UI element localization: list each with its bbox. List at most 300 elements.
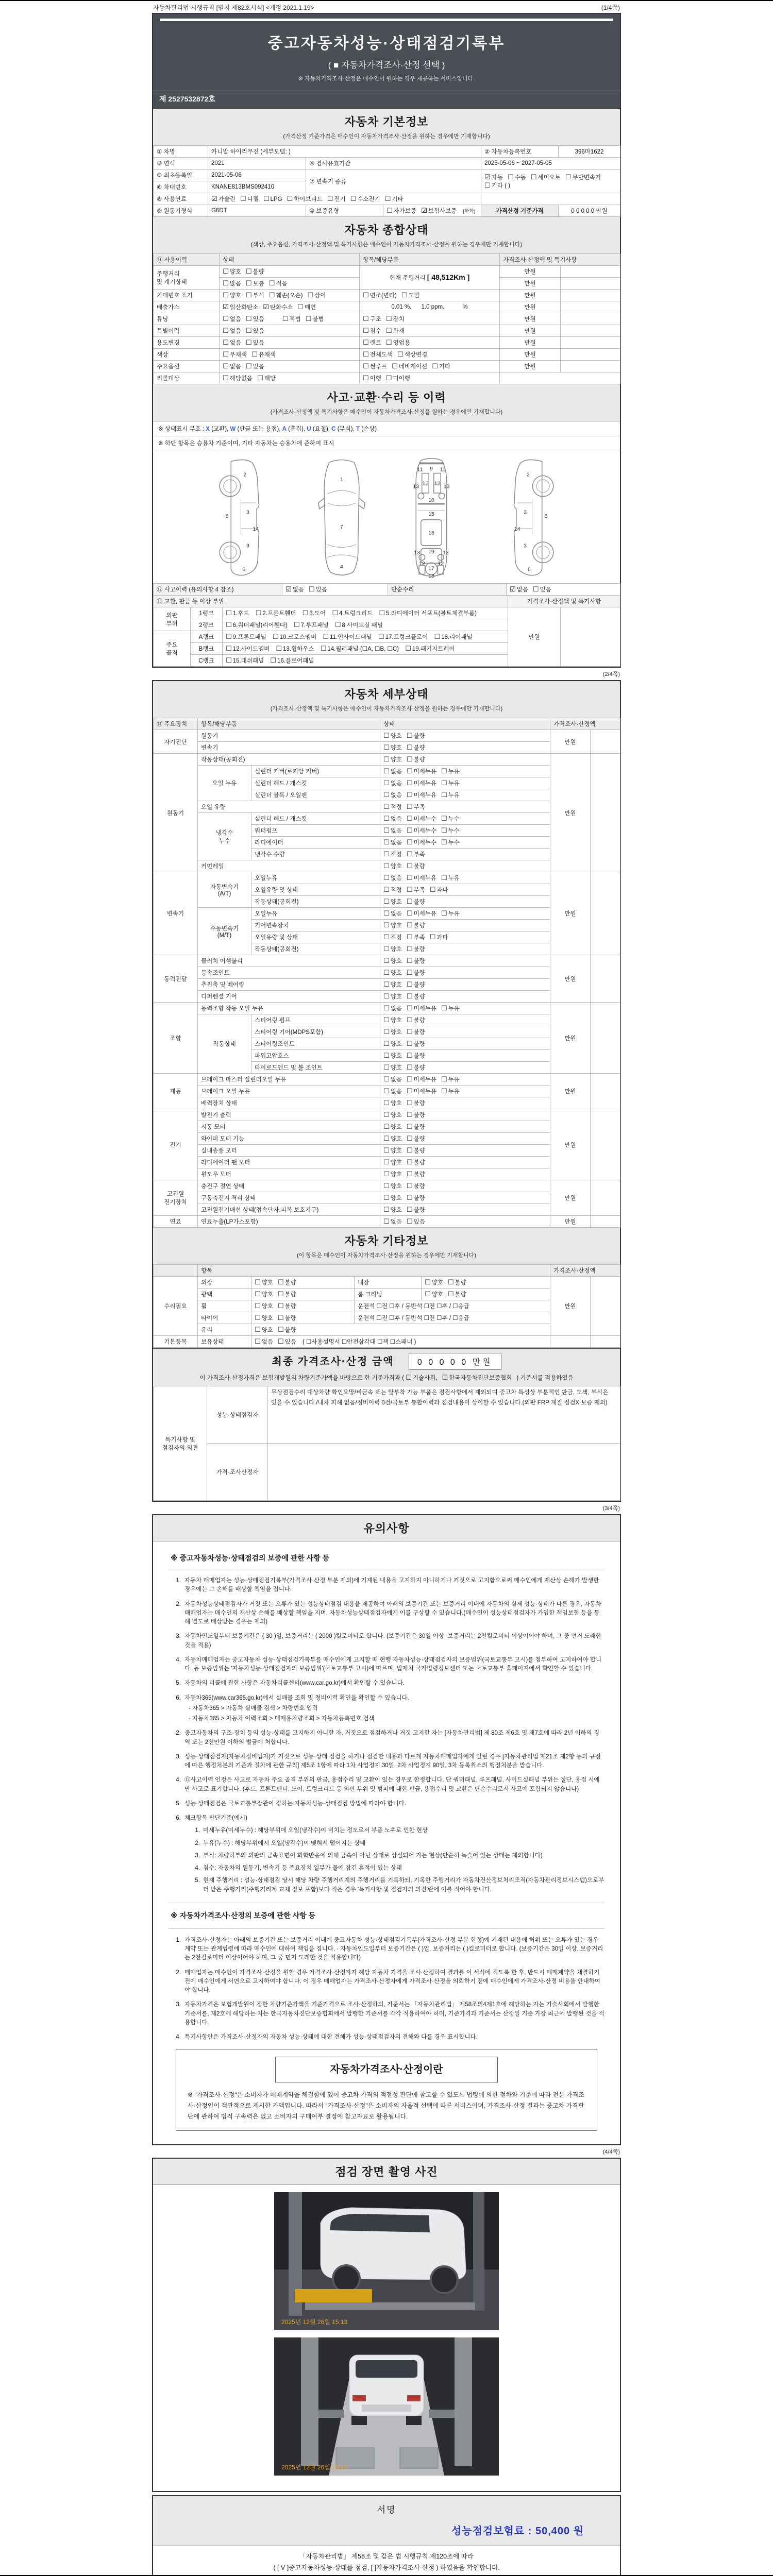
checkbox-option[interactable]: ☐ 불량 — [277, 1278, 296, 1286]
checkbox-option[interactable]: ☐ 해당없음 — [223, 374, 253, 382]
checkbox-icon[interactable]: ☐ — [383, 1052, 390, 1059]
checkbox-option[interactable]: ☐ 있음 — [245, 338, 264, 346]
checkbox-icon[interactable]: ☐ — [245, 338, 252, 346]
checkbox-option[interactable]: ☐ 양호 — [425, 1278, 443, 1286]
checkbox-icon[interactable]: ☐ — [223, 279, 229, 287]
checkbox-option[interactable]: ☐ 누유 — [441, 874, 460, 882]
checkbox-icon[interactable]: ☐ — [406, 803, 413, 810]
checkbox-icon[interactable]: ☐ — [405, 645, 411, 652]
checkbox-icon[interactable]: ☐ — [406, 992, 413, 1000]
checkbox-icon[interactable]: ☐ — [383, 1170, 390, 1178]
checkbox-option[interactable]: ☐ 적법 — [282, 315, 301, 323]
checkbox-option[interactable]: ☐ 없음 — [255, 1337, 273, 1345]
checkbox-option[interactable]: ☐ 미세누수 — [406, 826, 436, 834]
checkbox-icon[interactable]: ☐ — [308, 585, 315, 593]
checkbox-icon[interactable]: ☐ — [441, 1087, 447, 1095]
checkbox-icon[interactable]: ☐ — [327, 195, 333, 202]
checkbox-option[interactable]: ☐ 적정 — [383, 886, 402, 893]
checkbox-icon[interactable]: ☐ — [383, 732, 390, 739]
checkbox-option[interactable]: ☐ 불량 — [406, 945, 425, 953]
checkbox-icon[interactable]: ☐ — [263, 195, 270, 202]
checkbox-option[interactable]: ☐ 미세누수 — [406, 815, 436, 822]
checkbox-option[interactable]: ☐ 미세누유 — [406, 909, 436, 917]
checkbox-option[interactable]: ☐ 없음 — [383, 1087, 402, 1095]
checkbox-icon[interactable]: ☐ — [363, 338, 369, 346]
checkbox-option[interactable]: ☐ 12.사이드멤버 — [226, 645, 270, 652]
checkbox-option[interactable]: ☐ 없음 — [223, 338, 241, 346]
checkbox-option[interactable]: ☐ 전기 — [327, 195, 346, 202]
checkbox-icon[interactable]: ☐ — [245, 279, 252, 287]
checkbox-icon[interactable]: ☐ — [268, 291, 275, 299]
checkbox-option[interactable]: ☐ 불량 — [277, 1314, 296, 1321]
checkbox-option[interactable]: ☐ 기술사회, — [406, 1374, 438, 1381]
checkbox-option[interactable]: ☐ 3.도어 — [302, 609, 326, 617]
checkbox-option[interactable]: ☐ 양호 — [383, 957, 402, 964]
checkbox-icon[interactable]: ☐ — [332, 609, 338, 617]
checkbox-icon[interactable]: ☐ — [441, 826, 447, 834]
checkbox-option[interactable]: ☐ 장치 — [385, 315, 405, 323]
checkbox-option[interactable]: ☐ 1.후드 — [226, 609, 249, 617]
checkbox-option[interactable]: ☐ 양호 — [383, 862, 402, 870]
checkbox-icon[interactable]: ☐ — [383, 980, 390, 988]
checkbox-icon[interactable]: ☐ — [226, 621, 232, 629]
checkbox-icon[interactable]: ☐ — [270, 656, 276, 664]
checkbox-icon[interactable]: ☐ — [406, 1158, 413, 1166]
checkbox-option[interactable]: ☐ 양호 — [383, 1028, 402, 1036]
checkbox-icon[interactable]: ☐ — [282, 315, 289, 323]
checkbox-icon[interactable]: ☐ — [255, 1278, 261, 1286]
checkbox-icon[interactable]: ☐ — [383, 957, 390, 964]
checkbox-icon[interactable]: ☐ — [441, 779, 447, 787]
checkbox-option[interactable]: ☐ 9.프론트패널 — [226, 633, 266, 640]
checkbox-option[interactable]: ☐ 양호 — [383, 755, 402, 763]
checkbox-option[interactable]: ☐ 불량 — [406, 921, 425, 929]
checkbox-option[interactable]: ☐ 양호 — [255, 1326, 273, 1333]
checkbox-icon[interactable]: ☐ — [406, 1182, 413, 1190]
checkbox-option[interactable]: ☐ 많음 — [223, 279, 241, 287]
checkbox-option[interactable]: ☐ 5.라디에이터 서포트(볼트체결부품) — [379, 609, 477, 617]
checkbox-option[interactable]: ☐ 보통 — [245, 279, 264, 287]
checkbox-option[interactable]: ☐ 전체도색 — [363, 350, 393, 358]
checkbox-option[interactable]: ☐ 훼손(오손) — [268, 291, 303, 299]
checkbox-icon[interactable]: ☐ — [323, 633, 329, 640]
checkbox-icon[interactable]: ☐ — [406, 1170, 413, 1178]
checkbox-option[interactable]: ☐ 양호 — [383, 945, 402, 953]
checkbox-option[interactable]: ☐ 없음 — [223, 315, 241, 323]
checkbox-option[interactable]: ☐ 불량 — [245, 267, 264, 275]
checkbox-option[interactable]: ☐ 양호 — [383, 1134, 402, 1142]
checkbox-icon[interactable]: ☐ — [223, 362, 229, 370]
checkbox-icon[interactable]: ☐ — [406, 909, 413, 917]
checkbox-option[interactable]: ☐ 불량 — [406, 1134, 425, 1142]
checkbox-option[interactable]: ☐ 양호 — [223, 291, 241, 299]
checkbox-icon[interactable]: ☐ — [401, 291, 408, 299]
checkbox-option[interactable]: ☐ 양호 — [383, 1194, 402, 1201]
checkbox-icon[interactable]: ☐ — [406, 874, 413, 882]
checkbox-option[interactable]: ☐ 색상변경 — [397, 350, 428, 358]
checkbox-option[interactable]: ☐ 미세누유 — [406, 779, 436, 787]
checkbox-option[interactable]: ☐ 과다 — [429, 886, 448, 893]
checkbox-icon[interactable]: ☐ — [385, 338, 392, 346]
checkbox-option[interactable]: ☐ 불량 — [277, 1302, 296, 1310]
checkbox-icon[interactable]: ☐ — [363, 362, 369, 370]
checkbox-option[interactable]: ☐ 썬루프 — [363, 362, 387, 370]
checkbox-icon[interactable]: ☐ — [406, 732, 413, 739]
checkbox-icon[interactable]: ☐ — [406, 897, 413, 905]
checkbox-icon[interactable]: ☐ — [268, 279, 275, 287]
checkbox-option[interactable]: ☐ 불량 — [277, 1326, 296, 1333]
checkbox-icon[interactable]: ☐ — [255, 1290, 261, 1298]
checkbox-option[interactable]: ☐ 있음 — [245, 362, 264, 370]
checkbox-icon[interactable]: ☐ — [277, 1337, 284, 1345]
checkbox-icon[interactable]: ☐ — [277, 1290, 284, 1298]
checkbox-icon[interactable]: ☐ — [406, 767, 413, 775]
checkbox-icon[interactable]: ☐ — [406, 850, 413, 858]
checkbox-option[interactable]: ☐ 14.필러패널 (☐A, ☐B, ☐C) — [320, 645, 399, 652]
checkbox-option[interactable]: ☐ 양호 — [255, 1314, 273, 1321]
checkbox-icon[interactable]: ☑ — [211, 195, 217, 202]
checkbox-icon[interactable]: ☐ — [406, 815, 413, 822]
checkbox-icon[interactable]: ☐ — [532, 585, 539, 593]
checkbox-option[interactable]: ☐ 양호 — [383, 980, 402, 988]
checkbox-icon[interactable]: ☐ — [363, 291, 369, 299]
checkbox-option[interactable]: ☐ 13.휠하우스 — [276, 645, 314, 652]
checkbox-icon[interactable]: ☐ — [223, 350, 229, 358]
checkbox-option[interactable]: ☐ 양호 — [255, 1290, 273, 1298]
checkbox-option[interactable]: ☐ 불량 — [406, 1052, 425, 1059]
checkbox-icon[interactable]: ☐ — [406, 779, 413, 787]
checkbox-icon[interactable]: ☐ — [383, 838, 390, 846]
checkbox-option[interactable]: ☐ 없음 — [383, 838, 402, 846]
checkbox-icon[interactable]: ☑ — [510, 585, 516, 593]
checkbox-option[interactable]: ☐ 16.플로어패널 — [270, 656, 314, 664]
checkbox-icon[interactable]: ☐ — [255, 1326, 261, 1333]
checkbox-icon[interactable]: ☐ — [406, 945, 413, 953]
checkbox-icon[interactable]: ☐ — [383, 1111, 390, 1118]
checkbox-icon[interactable]: ☐ — [383, 767, 390, 775]
checkbox-option[interactable]: ☐ 4.트렁크리드 — [332, 609, 373, 617]
checkbox-option[interactable]: ☐ 부족 — [406, 850, 425, 858]
checkbox-icon[interactable]: ☐ — [223, 338, 229, 346]
checkbox-icon[interactable]: ☐ — [223, 327, 229, 334]
checkbox-option[interactable]: ☐ 불량 — [406, 743, 425, 751]
checkbox-icon[interactable]: ☐ — [391, 362, 398, 370]
checkbox-option[interactable]: ☐ 불량 — [406, 980, 425, 988]
checkbox-option[interactable]: ☐ 양호 — [383, 1099, 402, 1107]
checkbox-icon[interactable]: ☐ — [441, 874, 447, 882]
checkbox-option[interactable]: ☐ 미세누유 — [406, 1075, 436, 1083]
checkbox-option[interactable]: ☐ 누수 — [441, 815, 460, 822]
checkbox-option[interactable]: ☐ 적정 — [383, 850, 402, 858]
checkbox-option[interactable]: ☐ 화재 — [385, 327, 405, 334]
checkbox-icon[interactable]: ☐ — [383, 850, 390, 858]
checkbox-icon[interactable]: ☐ — [434, 633, 441, 640]
checkbox-icon[interactable]: ☑ — [285, 585, 292, 593]
checkbox-option[interactable]: ☐ 없음 — [383, 1075, 402, 1083]
checkbox-option[interactable]: ☐ 있음 — [245, 327, 264, 334]
checkbox-icon[interactable]: ☐ — [406, 1134, 413, 1142]
checkbox-option[interactable]: ☐ 18.리어패널 — [434, 633, 473, 640]
checkbox-option[interactable]: ☐ 기타 — [384, 195, 404, 202]
checkbox-option[interactable]: ☐ 미세누수 — [406, 838, 436, 846]
checkbox-icon[interactable]: ☐ — [441, 838, 447, 846]
checkbox-icon[interactable]: ☐ — [383, 862, 390, 870]
checkbox-icon[interactable]: ☐ — [383, 1158, 390, 1166]
checkbox-option[interactable]: ☐ 양호 — [223, 267, 241, 275]
checkbox-icon[interactable]: ☐ — [406, 1075, 413, 1083]
checkbox-icon[interactable]: ☐ — [383, 969, 390, 976]
checkbox-icon[interactable]: ☐ — [245, 315, 252, 323]
checkbox-option[interactable]: ☐ 17.트렁크플로어 — [378, 633, 428, 640]
checkbox-option[interactable]: ☐ 무단변속기 — [565, 173, 601, 181]
checkbox-option[interactable]: ☐ 불량 — [406, 1158, 425, 1166]
checkbox-option[interactable]: ☐ 누수 — [441, 826, 460, 834]
checkbox-icon[interactable]: ☐ — [383, 1063, 390, 1071]
checkbox-option[interactable]: ☐ 불량 — [447, 1290, 466, 1298]
checkbox-icon[interactable]: ☐ — [406, 1194, 413, 1201]
checkbox-icon[interactable]: ☑ — [421, 207, 427, 214]
checkbox-icon[interactable]: ☐ — [507, 173, 514, 181]
checkbox-icon[interactable]: ☑ — [484, 173, 491, 181]
checkbox-option[interactable]: ☐ 미세누유 — [406, 1004, 436, 1012]
checkbox-option[interactable]: ☐ 양호 — [383, 1146, 402, 1154]
checkbox-option[interactable]: ☐ 부족 — [406, 933, 425, 941]
checkbox-icon[interactable]: ☑ — [223, 303, 229, 311]
checkbox-option[interactable]: ☐ 수동 — [507, 173, 526, 181]
checkbox-option[interactable]: ☐ 없음 — [383, 826, 402, 834]
checkbox-option[interactable]: ☐ 양호 — [383, 969, 402, 976]
checkbox-option[interactable]: ☐ 미세누유 — [406, 1087, 436, 1095]
checkbox-option[interactable]: ☐ 있음 — [532, 585, 551, 593]
checkbox-option[interactable]: ☐ 양호 — [383, 1111, 402, 1118]
checkbox-option[interactable]: ☐ 적음 — [268, 279, 288, 287]
checkbox-option[interactable]: ☐ 양호 — [255, 1302, 273, 1310]
checkbox-option[interactable]: ☐ 불량 — [406, 1182, 425, 1190]
checkbox-option[interactable]: ☐ 없음 — [223, 362, 241, 370]
checkbox-option[interactable]: ☐ 8.사이드실 패널 — [334, 621, 383, 629]
checkbox-icon[interactable]: ☐ — [406, 1099, 413, 1107]
checkbox-option[interactable]: ☐ 누유 — [441, 1004, 460, 1012]
checkbox-option[interactable]: ☐ 불량 — [406, 1016, 425, 1024]
checkbox-icon[interactable]: ☐ — [406, 743, 413, 751]
checkbox-option[interactable]: ☐ 자가보증 — [386, 207, 417, 214]
checkbox-option[interactable]: ☐ 적정 — [383, 933, 402, 941]
checkbox-icon[interactable]: ☐ — [383, 1182, 390, 1190]
checkbox-icon[interactable]: ☐ — [383, 1016, 390, 1024]
checkbox-option[interactable]: ☐ 누유 — [441, 1087, 460, 1095]
checkbox-icon[interactable]: ☐ — [255, 1302, 261, 1310]
checkbox-option[interactable]: ☐ 없음 — [383, 779, 402, 787]
checkbox-option[interactable]: ☐ 양호 — [383, 1206, 402, 1213]
checkbox-option[interactable]: ☐ 한국자동차진단보증협회 — [442, 1374, 512, 1381]
checkbox-option[interactable]: ☐ 2.프론트휀더 — [255, 609, 296, 617]
checkbox-icon[interactable]: ☐ — [383, 826, 390, 834]
checkbox-icon[interactable]: ☐ — [363, 350, 369, 358]
checkbox-option[interactable]: ☐ 양호 — [255, 1278, 273, 1286]
checkbox-icon[interactable]: ☐ — [432, 362, 438, 370]
checkbox-option[interactable]: ☐ 수소전기 — [350, 195, 380, 202]
checkbox-option[interactable]: ☐ 11.인사이드패널 — [323, 633, 372, 640]
checkbox-icon[interactable]: ☐ — [305, 315, 312, 323]
checkbox-icon[interactable]: ☐ — [397, 350, 404, 358]
checkbox-icon[interactable]: ☐ — [302, 609, 309, 617]
checkbox-icon[interactable]: ☐ — [255, 609, 262, 617]
checkbox-option[interactable]: ☐ 불량 — [406, 1040, 425, 1047]
checkbox-icon[interactable]: ☐ — [385, 374, 392, 382]
checkbox-option[interactable]: ☐ 7.루프패널 — [293, 621, 329, 629]
checkbox-icon[interactable]: ☐ — [530, 173, 537, 181]
checkbox-icon[interactable]: ☐ — [276, 645, 282, 652]
checkbox-icon[interactable]: ☐ — [277, 1302, 284, 1310]
checkbox-icon[interactable]: ☐ — [223, 315, 229, 323]
checkbox-option[interactable]: ☐ 디젤 — [240, 195, 259, 202]
checkbox-option[interactable]: ☐ 상이 — [307, 291, 326, 299]
checkbox-icon[interactable]: ☐ — [406, 1052, 413, 1059]
checkbox-icon[interactable]: ☐ — [406, 921, 413, 929]
checkbox-option[interactable]: ☐ 미이행 — [385, 374, 410, 382]
checkbox-option[interactable]: ☐ 없음 — [383, 909, 402, 917]
checkbox-option[interactable]: ☐ 양호 — [383, 1016, 402, 1024]
checkbox-option[interactable]: ☐ 불량 — [277, 1290, 296, 1298]
checkbox-option[interactable]: ☐ 양호 — [383, 1158, 402, 1166]
checkbox-option[interactable]: ☐ 매연 — [297, 303, 316, 311]
checkbox-option[interactable]: ☑ 일산화탄소 — [223, 303, 259, 311]
checkbox-icon[interactable]: ☐ — [383, 1194, 390, 1201]
checkbox-option[interactable]: ☐ 10.크로스멤버 — [273, 633, 317, 640]
checkbox-option[interactable]: ☐ 있음 — [245, 315, 264, 323]
checkbox-icon[interactable]: ☐ — [383, 1217, 390, 1225]
checkbox-icon[interactable]: ☐ — [406, 862, 413, 870]
checkbox-option[interactable]: ☐ 누수 — [441, 838, 460, 846]
checkbox-icon[interactable]: ☐ — [363, 374, 369, 382]
checkbox-option[interactable]: ☐ 과다 — [429, 933, 448, 941]
checkbox-option[interactable]: ☐ 양호 — [383, 1170, 402, 1178]
checkbox-icon[interactable]: ☐ — [406, 1123, 413, 1130]
checkbox-icon[interactable]: ☐ — [223, 267, 229, 275]
checkbox-option[interactable]: ☐ 누유 — [441, 779, 460, 787]
checkbox-icon[interactable]: ☐ — [255, 1314, 261, 1321]
checkbox-icon[interactable]: ☐ — [251, 350, 258, 358]
checkbox-option[interactable]: ☐ 불량 — [406, 1170, 425, 1178]
checkbox-option[interactable]: ☐ 변조(변타) — [363, 291, 397, 299]
checkbox-icon[interactable]: ☐ — [226, 645, 232, 652]
checkbox-icon[interactable]: ☐ — [383, 755, 390, 763]
checkbox-option[interactable]: ☐ 양호 — [383, 732, 402, 739]
checkbox-icon[interactable]: ☐ — [383, 1099, 390, 1107]
checkbox-icon[interactable]: ☐ — [406, 1146, 413, 1154]
checkbox-icon[interactable]: ☐ — [484, 181, 491, 189]
checkbox-icon[interactable]: ☐ — [406, 838, 413, 846]
checkbox-option[interactable]: ☐ 이행 — [363, 374, 381, 382]
checkbox-icon[interactable]: ☐ — [245, 267, 252, 275]
checkbox-icon[interactable]: ☐ — [385, 327, 392, 334]
checkbox-icon[interactable]: ☐ — [257, 374, 263, 382]
checkbox-option[interactable]: ☐ 네비게이션 — [391, 362, 428, 370]
checkbox-icon[interactable]: ☐ — [406, 957, 413, 964]
checkbox-icon[interactable]: ☐ — [383, 1206, 390, 1213]
checkbox-option[interactable]: ☐ 양호 — [383, 1182, 402, 1190]
checkbox-icon[interactable]: ☐ — [406, 886, 413, 893]
checkbox-option[interactable]: ☐ 15.대쉬패널 — [226, 656, 264, 664]
checkbox-icon[interactable]: ☐ — [245, 327, 252, 334]
checkbox-option[interactable]: ☐ 불법 — [305, 315, 324, 323]
checkbox-option[interactable]: ☐ 양호 — [383, 921, 402, 929]
checkbox-icon[interactable]: ☐ — [293, 621, 300, 629]
checkbox-icon[interactable]: ☐ — [406, 755, 413, 763]
checkbox-icon[interactable]: ☐ — [226, 609, 232, 617]
checkbox-option[interactable]: ☐ 19.패키지트레이 — [405, 645, 455, 652]
checkbox-option[interactable]: ☐ 없음 — [383, 1004, 402, 1012]
checkbox-option[interactable]: ☐ 불량 — [406, 1123, 425, 1130]
checkbox-option[interactable]: ☐ 없음 — [383, 815, 402, 822]
checkbox-option[interactable]: ☐ 있음 — [277, 1337, 296, 1345]
checkbox-icon[interactable]: ☐ — [383, 779, 390, 787]
checkbox-option[interactable]: ☐ 기타 ( ) — [484, 181, 510, 189]
checkbox-icon[interactable]: ☐ — [441, 791, 447, 799]
checkbox-icon[interactable]: ☐ — [383, 1004, 390, 1012]
checkbox-icon[interactable]: ☐ — [273, 633, 279, 640]
checkbox-option[interactable]: ☐ 양호 — [383, 743, 402, 751]
checkbox-icon[interactable]: ☐ — [383, 921, 390, 929]
checkbox-icon[interactable]: ☐ — [386, 207, 393, 214]
checkbox-icon[interactable]: ☐ — [383, 803, 390, 810]
checkbox-icon[interactable]: ☐ — [297, 303, 304, 311]
checkbox-icon[interactable]: ☐ — [425, 1278, 431, 1286]
checkbox-option[interactable]: ☐ 불량 — [406, 897, 425, 905]
checkbox-icon[interactable]: ☐ — [379, 609, 385, 617]
checkbox-icon[interactable]: ☐ — [441, 909, 447, 917]
checkbox-icon[interactable]: ☐ — [287, 195, 293, 202]
checkbox-option[interactable]: ☐ 없음 — [383, 791, 402, 799]
checkbox-option[interactable]: ☐ 누유 — [441, 767, 460, 775]
checkbox-option[interactable]: ☐ 영업용 — [385, 338, 410, 346]
checkbox-option[interactable]: ☐ 불량 — [406, 1146, 425, 1154]
checkbox-icon[interactable]: ☐ — [383, 1028, 390, 1036]
checkbox-icon[interactable]: ☐ — [406, 1016, 413, 1024]
checkbox-option[interactable]: ☐ 불량 — [406, 969, 425, 976]
checkbox-option[interactable]: ☐ 누유 — [441, 791, 460, 799]
checkbox-icon[interactable]: ☐ — [565, 173, 572, 181]
checkbox-option[interactable]: ☐ 6.쿼더패널(리어휀다) — [226, 621, 288, 629]
checkbox-icon[interactable]: ☐ — [245, 362, 252, 370]
checkbox-icon[interactable]: ☐ — [429, 886, 436, 893]
checkbox-option[interactable]: ☐ 양호 — [383, 1123, 402, 1130]
checkbox-icon[interactable]: ☐ — [406, 1004, 413, 1012]
checkbox-option[interactable]: ☑ 없음 — [285, 585, 304, 593]
checkbox-icon[interactable]: ☐ — [406, 980, 413, 988]
checkbox-icon[interactable]: ☑ — [263, 303, 269, 311]
checkbox-icon[interactable]: ☐ — [383, 945, 390, 953]
checkbox-icon[interactable]: ☐ — [223, 291, 229, 299]
checkbox-icon[interactable]: ☐ — [240, 195, 246, 202]
checkbox-icon[interactable]: ☐ — [406, 933, 413, 941]
checkbox-icon[interactable]: ☐ — [334, 621, 341, 629]
checkbox-option[interactable]: ☐ 유채색 — [251, 350, 276, 358]
checkbox-icon[interactable]: ☐ — [406, 1028, 413, 1036]
checkbox-option[interactable]: ☐ 있음 — [308, 585, 327, 593]
checkbox-icon[interactable]: ☐ — [385, 315, 392, 323]
checkbox-icon[interactable]: ☐ — [350, 195, 357, 202]
checkbox-option[interactable]: ☐ 불량 — [447, 1278, 466, 1286]
checkbox-option[interactable]: ☐ 불량 — [406, 1099, 425, 1107]
checkbox-option[interactable]: ☐ 기타 — [432, 362, 451, 370]
checkbox-option[interactable]: ☐ 불량 — [406, 1063, 425, 1071]
checkbox-icon[interactable]: ☐ — [442, 1374, 448, 1381]
checkbox-option[interactable]: ☑ 가솔린 — [211, 195, 236, 202]
checkbox-icon[interactable]: ☐ — [277, 1278, 284, 1286]
checkbox-option[interactable]: ☐ 침수 — [363, 327, 381, 334]
checkbox-option[interactable]: ☐ LPG — [263, 195, 282, 202]
